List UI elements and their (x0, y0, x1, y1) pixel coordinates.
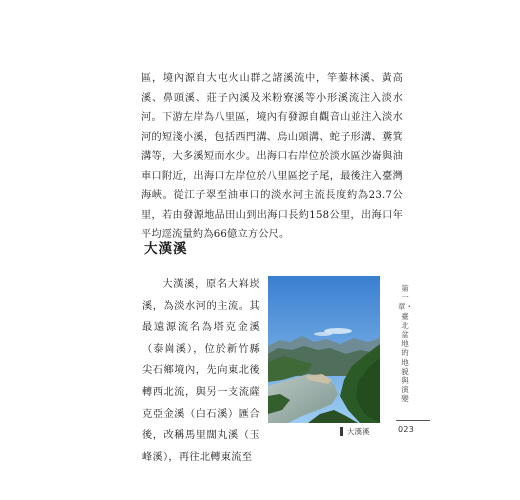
column-paragraph (142, 274, 260, 468)
running-head: 第一章・臺北盆地的地貌與演變 (398, 284, 413, 404)
section-title: 大漢溪 (144, 241, 188, 257)
river-photo (268, 276, 380, 423)
page-number-rule (396, 420, 430, 421)
body-text-block (141, 69, 403, 245)
column-text-block (142, 274, 260, 468)
caption-marker (340, 427, 343, 436)
cloud (314, 332, 332, 336)
body-paragraph: 區，境內源自大屯火山群之諸溪流中，竿蓁林溪、黃高溪、鼻頭溪、莊子內溪及米粉寮溪等小形溪流注入淡水河。下游左岸為八里區，境內有發源自觀音山並注入淡水河的短淺小溪，包括西門溝、烏山頭溝、蛇子形溝、糞箕溝等，大多溪短而水少。出海口右岸位於淡水區沙崙與油車口附近，出海口左岸位於八里區挖子尾，最後注入臺灣海峽。從江子翠至油車口的淡水河主流長度約為23.7公里，若由發源地品田山到出海口長約158公里，出海口年平均逕流量約為66億立方公尺。 (141, 73, 403, 240)
column-paragraph-text: 大漢溪，原名大嵙崁溪，為淡水河的主流。其最遠源流名為塔克金溪（泰崗溪），位於新竹縣尖石鄉境內，先向東北後轉西北流，與另一支流薩克亞金溪（白石溪）匯合後，改稱馬里闊丸溪（玉峰溪），再往北轉東流至 (142, 279, 260, 463)
caption-text: 大漢溪 (347, 427, 370, 436)
page-number: 023 (398, 425, 415, 434)
river-landscape-image (268, 276, 380, 423)
photo-caption (340, 426, 370, 437)
